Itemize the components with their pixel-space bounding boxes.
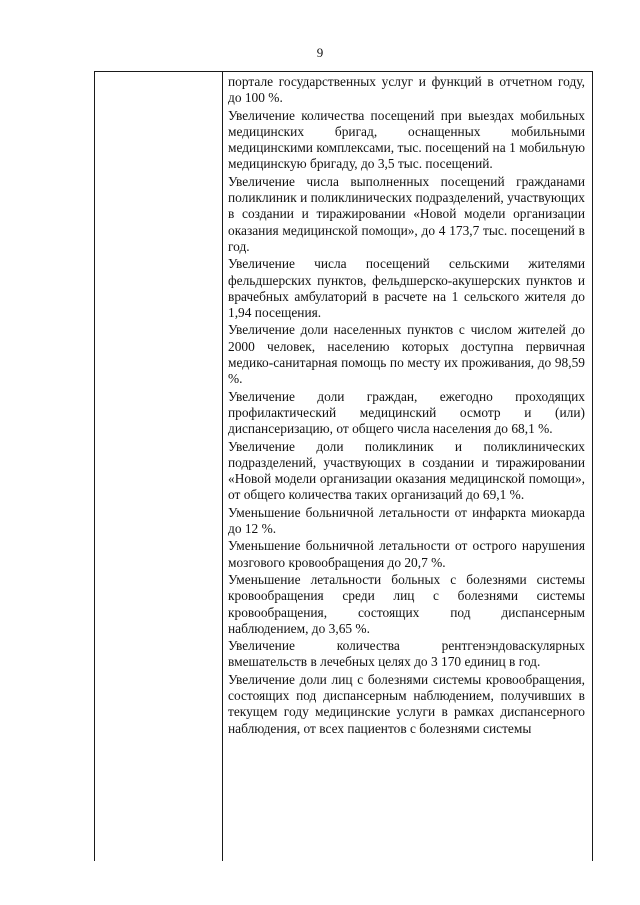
paragraph-infarction-mortality: Уменьшение больничной летальности от инфаркта миокарда до 12 %. (228, 504, 585, 537)
page-number: 9 (316, 45, 324, 60)
paragraph-checkup-share: Увеличение доли граждан, ежегодно проходящих профилактический медицинский осмотр и (или) диспансеризацию, от общего числа населения до 68,1 %. (228, 388, 585, 437)
left-column-cell (95, 72, 221, 860)
paragraph-continuation: портале государственных услуг и функций в отчетном году, до 100 %. (228, 74, 585, 106)
paragraph-mobile-brigades: Увеличение количества посещений при выездах мобильных медицинских бригад, оснащенных мобильными медицинскими комплексами, тыс. посещений на 1 мобильную медицинскую бригаду, до 3,5 тыс. посещений. (228, 107, 585, 172)
right-column-cell (228, 74, 585, 738)
paragraph-endovascular-interventions: Увеличение количества рентгенэндоваскулярных вмешательств в лечебных целях до 3 170 единиц в год. (228, 638, 585, 670)
paragraph-circulatory-mortality: Уменьшение летальности больных с болезнями системы кровообращения среди лиц с болезнями системы кровообращения, состоящих под диспансерным наблюдением, до 3,65 %. (228, 571, 585, 636)
paragraph-rural-visits: Увеличение числа посещений сельскими жителями фельдшерских пунктов, фельдшерско-акушерских пунктов и врачебных амбулаторий в расчете на 1 сельского жителя до 1,94 посещения. (228, 256, 585, 321)
paragraph-new-model-share: Увеличение доли поликлиник и поликлинических подразделений, участвующих в создании и тиражировании «Новой модели организации оказания медицинской помощи», от общего количества таких организаций до 69,1 %. (228, 438, 585, 503)
column-divider (222, 71, 223, 861)
paragraph-stroke-mortality: Уменьшение больничной летальности от острого нарушения мозгового кровообращения до 20,7 %. (228, 538, 585, 570)
paragraph-polyclinic-visits: Увеличение числа выполненных посещений гражданами поликлиник и поликлинических подразделений, участвующих в создании и тиражировании «Новой модели организации оказания медицинской помощи», до 4 173,7 тыс. посещений в год. (228, 173, 585, 254)
paragraph-dispensary-observation: Увеличение доли лиц с болезнями системы кровообращения, состоящих под диспансерным наблюдением, получивших в текущем году медицинские услуги в рамках диспансерного наблюдения, от всех пациентов с болезнями системы (228, 671, 585, 736)
paragraph-settlements-share: Увеличение доли населенных пунктов с числом жителей до 2000 человек, населению которых доступна первичная медико-санитарная помощь по месту их проживания, до 98,59 %. (228, 322, 585, 387)
